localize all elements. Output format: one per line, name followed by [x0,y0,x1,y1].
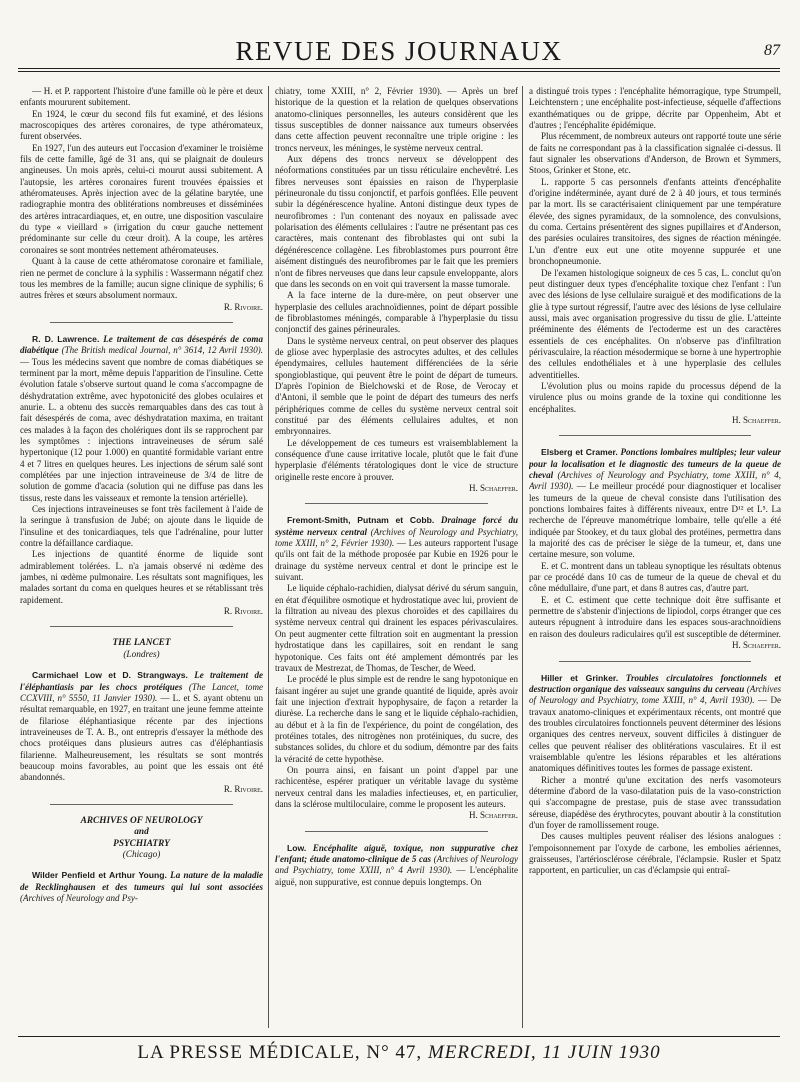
paragraph: Le liquide céphalo-rachidien, dialysat dérivé du sérum sanguin, en état d'équilibre osmotique et hydrostatique avec lui, provient de la filtration au niveau des plexus choroïdes et des capillaires du système nerveux central qui drainent les espaces périvasculaires. On peut augmenter cette filtration soit en augmentant la pression hydrostatique dans les capillaires, soit en rendant le sang hypotonique. Ces faits ont été amplement démontrés par les travaux de Mestrezat, de Thomas, de Tescher, de Weed. [275,583,518,673]
journal-heading: ARCHIVES OF NEUROLOGY [80,815,203,826]
paragraph: Quant à la cause de cette athéromatose coronaire et familiale, rien ne permet de conclure à la syphilis : Wassermann négatif chez tous les membres de la famille; aucun signe clinique de syphilis; 6 autres frères et sœurs absolument normaux. [20,256,263,301]
reviewer-signature: R. Rivoire. [223,301,263,312]
page-header [18,28,780,72]
footer-running-title [18,1042,780,1064]
journal-city: (Chicago) [122,849,161,860]
journal-city: (Londres) [123,649,160,660]
paragraph: Les injections de quantité énorme de liquide sont admirablement tolérées. L. n'a jamais observé ni œdème des jambes, ni œdème pulmonaire. Les résultats sont magnifiques, les malades sortant du coma en quelques heures et se rétablissant très rapidement. [20,549,263,605]
journal-heading: PSYCHIATRY [113,838,170,849]
paragraph: E. et C. montrent dans un tableau synoptique les résultats obtenus par ce procédé dans 10 cas de tumeur de la queue de cheval et du cône médullaire, d'une part, et dans 8 autres cas, d'autre part. [529,560,781,594]
separator-rule [50,322,233,324]
column-right [529,86,781,1033]
article-source: (Archives of Neurology and Psychiatry, tome XXIII, n° 4, Avril 1930). [529,470,781,492]
article-source: (Archives of Neurology and Psychiatry, tome XXIII, n° 2, Février 1930). [275,526,518,549]
article-source: (Archives of Neurology and Psychiatry, tome XXIII, n° 4, Avril 1930). [529,683,781,706]
paragraph: En 1927, l'un des auteurs eut l'occasion d'examiner le troisième fils de cette famille, âgé de 31 ans, qui se plaignait de douleurs angineuses. Un mois après, celui-ci mourut aussi subitement. A l'autopsie, les artères coronaires furent trouvées épaissies et athéromateuses. Après injection avec de la gélatine barytée, une radiographie montra des oblitérations nombreuses et disséminées des artères intracardiaques, et, en outre, une disposition vasculaire du type « vieillard » (irrigation du cœur gauche nettement prédominante sur celle du cœur droit). A la coupe, les artères coronaires se sont montrées nettement athéromateuses. [20,142,263,255]
paragraph: L'évolution plus ou moins rapide du processus dépend de la virulence plus ou moins grande de la toxine qui conditionne les encéphalites. [529,380,781,414]
article-source: (The Lancet, tome CCXVIII, n° 5550, 11 Janvier 1930). [20,681,263,703]
article-authors: Elsberg et Cramer. [541,447,618,458]
paragraph: Le procédé le plus simple est de rendre le sang hypotonique en faisant ingérer au sujet une grande quantité de liquide, après avoir fait une injection d'extrait hypophysaire, de façon a retarder la diurèse. La recherche dans le sang et le liquide céphalo-rachidien, au début et à la fin de l'expérience, du point de congélation, des protéines totales, des nitrogènes non protéiniques, du sucre, des substances solides, du chlore et du sodium, démontre par des faits la véracité de cette hypothèse. [275,674,518,764]
article-summary: — De travaux anatomo-cliniques et expérimentaux récents, ont montré que des troubles circulatoires fonctionnels peuvent déterminer des lésions organiques des centres nerveux, souvent difficiles à distinguer de celles que peuvent réaliser des oblitérations vasculaires. Et il est vraisemblable qu'entre les lésions réparables et les altérations anatomiques définitives toutes les formes de passage existent. [529,695,781,774]
article-source: (Archives of Neurology and Psychiatry, tome XXIII, n° 4 Avril 1930). [275,854,518,876]
reviewer-signature: R. Rivoire. [223,783,263,794]
paragraph: a distingué trois types : l'encéphalite hémorragique, type Strumpell, Leichtenstern ; une encéphalite post-infectieuse, séquelle d'affections exanthématiques ou de grippe, décrite par Oppenheim, Abt et d'autres ; l'encéphalite épidémique. [529,86,781,131]
review-entry [275,843,518,888]
paragraph: Ces injections intraveineuses se font très facilement à l'aide de la seringue à transfusion de Jubé; on ajoute dans le liquide de l'insuline et des tonicardiaques, tels que l'adrénaline, pour lutter contre la défaillance cardiaque. [20,504,263,549]
paragraph: De l'examen histologique soigneux de ces 5 cas, L. conclut qu'on peut distinguer deux types d'encéphalite toxique chez l'enfant : l'un avec des lésions de lyse cellulaire suraiguë et des modifications de la glie à type surtout régressif, l'autre avec des lésions de lyse cellulaire aussi, mais avec organisation progressive du tissu de glie. L'atteinte prééminente des éléments de l'ectoderme est un des caractères essentiels de ces encéphalites. On n'observe pas d'infiltration périvasculaire, la réaction mésodermique se borne à une hypertrophie des cellules endothéliales et à une hyperplasie des cellules adventitielles. [529,267,781,380]
reviewer-signature: R. Rivoire. [223,606,263,617]
header-rule-double [18,71,780,72]
article-summary: — L'encéphalite aiguë, non suppurative, est connue depuis longtemps. On [275,865,518,887]
column-divider [522,86,523,1028]
separator-rule [305,503,488,505]
article-authors: Carmichael Low et D. Strangways. [32,670,188,681]
article-authors: Fremont-Smith, Putnam et Cobb. [287,515,435,526]
review-entry [529,673,781,775]
paragraph: L. rapporte 5 cas personnels d'enfants atteints d'encéphalite d'origine indéterminée, ayant duré de 2 à 40 jours, et tous terminés par la mort. Ils se caractérisaient cliniquement par une température élevée, des signes pyramidaux, de la somnolence, des convulsions, du coma. Certains présentèrent des signes pupillaires et d'Anderson, des parésies oculaires transitoires, des signes de réaction méningée. L'un d'entre eux eut une otite moyenne suppurée et une bronchopneumonie. [529,176,781,267]
reviewer-signature: H. Schaeffer. [731,414,781,425]
reviewer-signature: H. Schaeffer. [468,483,518,494]
article-title: Troubles circulatoires fonctionnels et destruction organique des vaisseaux sanguins du cerveau [529,672,781,694]
article-title: Ponctions lombaires multiples; leur valeur pour la localisation et le diagnostic des tumeurs de la queue de cheval [529,447,781,480]
paragraph: — H. et P. rapportent l'histoire d'une famille où le père et deux enfants moururent subitement. [20,86,263,108]
article-title: Le traitement de cas désespérés de coma diabétique [20,333,263,356]
article-source: (Archives of Neurology and Psy- [20,893,138,903]
paragraph: Richer a montré qu'une excitation des nerfs vasomoteurs détermine d'abord de la vaso-dilatation puis de la vaso-constriction qui s'accompagne de prestase, puis de stase avec transsudation séreuse, diapédèse des érythrocytes, pouvant aboutir à la constitution d'un foyer de ramollissement rouge. [529,774,781,830]
page-number: 87 [764,42,780,59]
article-summary: — Les auteurs rapportent l'usage qu'ils ont fait de la méthode proposée par Kubie en 1926 pour le drainage du système nerveux central et dont le principe est le suivant. [275,538,518,583]
review-entry [529,447,781,560]
paragraph: Aux dépens des troncs nerveux se développent des néoformations constituées par un tissu réticulaire enchevêtré. Les fibres nerveuses sont épaissies en raison de l'hyperplasie périneuronale du tissu conjonctif, et parfois gonflées. Elle peuvent subir la dégénérescence hyaline. Antoni distingue deux types de neurofibromes : l'un contenant des noyaux en palissade avec polarisation des éléments cellulaires : l'autre ne présentant pas ces caractères, mais contenant des fibroblastes qui ont subi la dégénérescence collagène. Les fibroblastomes purs pourront être aisément distingués des neurofibromes par le fait que les premiers n'ont de fibres nerveuses que dans leur capsule enveloppante, alors que dans les seconds on en voit qui traversent la masse tumorale. [275,154,518,289]
paragraph: Le développement de ces tumeurs est vraisemblablement la conséquence d'une cause irritative locale, plutôt que le fait d'une hyperplasie d'éléments tératologiques dont le vice de structure originelle reste encore à prouver. [275,437,518,482]
journal-heading: THE LANCET [112,638,171,649]
paragraph: Plus récemment, de nombreux auteurs ont rapporté toute une série de faits ne correspondant pas à la classification signalée ci-dessus. Il faut signaler les observations d'Anderson, de Brown et Symmers, Stoos, Grinker et Stone, etc. [529,131,781,176]
paragraph: On pourra ainsi, en faisant un point d'appel par une rachicentèse, espérer pratiquer un véritable lavage du système nerveux central dans les maladies infectieuses, et, en particulier, dans la sclérose multiloculaire, comme le proposent les auteurs. [275,764,518,809]
article-title: Drainage forcé du système nerveux central [275,515,518,537]
reviewer-signature: H. Schaeffer. [731,640,781,651]
review-entry [20,870,263,904]
article-source: (The British medical Journal, n° 3614, 12 Avril 1930). [61,345,263,356]
page-footer [18,1036,780,1068]
journal-heading-and: and [134,827,149,838]
footer-date: MERCREDI, 11 JUIN 1930 [427,1042,661,1063]
footer-journal: LA PRESSE MÉDICALE, N° 47, [137,1042,423,1063]
article-summary: — Tous les médecins savent que nombre de comas diabétiques se terminent par la mort, même depuis l'apparition de l'insuline. Cette évolution fatale s'observe surtout quand le coma s'accompagne de déshydratation extrême, avec hypotonicité des globes oculaires et anurie. L. a obtenu des succès remarquables dans des cas tout à fait désespérés de coma, avec déshydratation maxima, en traitant ces malades à la façon des cholériques dont ils se rapprochent par les symptômes : injections intraveineuses de sérum salé hypertonique (12 pour 1.000) en quantité formidable variant entre 4 et 7 litres en quelques heures. Les injections de sérum salé sont complétées par une injection intraveineuse de 3/4 de litre de solution de gomme d'acacia (solution qui ne diffuse pas dans les tissus, reste dans les vaisseaux et remonte la tension artérielle). [20,356,263,503]
column-middle [275,86,518,1033]
article-summary: — Le meilleur procédé pour diagnostiquer et localiser les tumeurs de la queue de cheval consiste dans l'utilisation des ponctions lombaires faites à différents niveaux, entre D¹² et L⁵. La recherche de l'épreuve manométrique lombaire, telle qu'elle a été indiquée par Stookey, et du taux global des protéines, permettra dans la majorité des cas de préciser le siège de la tumeur, et, dans une certaine mesure, son volume. [529,481,781,560]
article-authors: R. D. Lawrence. [32,333,100,344]
article-authors: Wilder Penfield et Arthur Young. [32,870,167,881]
separator-rule [50,626,233,628]
paragraph: A la face interne de la dure-mère, on peut observer une hyperplasie des cellules arachnoïdiennes, point de départ possible de fibroblastomes méningés, comparable à l'hyperplasie du tissu conjonctif des gaines périneurales. [275,290,518,335]
separator-rule [559,435,751,437]
article-summary: — L. et S. ayant obtenu un résultat remarquable, en 1927, en traitant une jeune femme atteinte de filariose éléphantiasique récente par des injections intraveineuses de T. A. B., ont entrepris d'essayer la méthode des chocs protéiques dans plusieurs autres cas d'éléphantiasis filarienne. Malheureusement, les résultats se sont montrés beaucoup moins favorables, au point que les essais ont été abandonnés. [20,692,263,783]
paragraph: Dans le système nerveux central, on peut observer des plaques de gliose avec hyperplasie des astrocytes adultes, et des cellules épendymaires, cellules hautement différenciées de la série spongioblastique, qui peuvent être le point de départ de tumeurs. D'après l'opinion de Bielchowski et de Rose, de Verocay et d'Antoni, il semble que le point de départ des tumeurs des nerfs périphériques comme de celles du système nerveux central soit constitué par des éléments cellulaires adultes, et non embryonnaires. [275,335,518,437]
column-left [20,86,263,1033]
header-rule [18,68,780,69]
paragraph: Des causes multiples peuvent réaliser des lésions analogues : l'empoisonnement par l'oxyde de carbone, les embolies aériennes, graisseuses, l'artériosclérose cérébrale, l'éclampsie. Rusler et Spatz rapportent, en particulier, un cas d'éclampsie qui entraî- [529,831,781,876]
separator-rule [559,661,751,663]
article-authors: Low. [287,842,307,853]
article-title: Le traitement de l'éléphantiasis par les chocs protéiques [20,670,263,692]
article-title: Encéphalite aiguë, toxique, non suppurative chez l'enfant; étude anatomo-clinique de 5 cas [275,842,518,864]
separator-rule [50,804,233,806]
separator-rule [305,831,488,833]
review-entry [20,670,263,783]
column-divider [268,86,269,1028]
review-entry [20,334,263,504]
paragraph: En 1924, le cœur du second fils fut examiné, et des lésions macroscopiques des artères coronaires, de type athéromateux, furent observées. [20,108,263,142]
paragraph: E. et C. estiment que cette technique doit être suffisante et permettre de s'abstenir d'injections de lipiodol, corps étranger que ces auteurs répugnent à introduire dans les espaces sous-arachnoïdiens en raison des douleurs radiculaires qu'il est susceptible de déterminer. [529,594,781,639]
journal-section-title: REVUE DES JOURNAUX [235,36,563,66]
article-title: La nature de la maladie de Recklinghausen et des tumeurs qui lui sont associées [20,870,263,892]
review-entry [275,515,518,583]
paragraph: chiatry, tome XXIII, n° 2, Février 1930). — Après un bref historique de la question et la relation de quelques observations anatomo-cliniques personnelles, les auteurs considèrent que les tissus susceptibles de donner naissance aux tumeurs observées dans cette affection peuvent reconnaître une triple origine : les troncs nerveux, les méninges, le système nerveux central. [275,86,518,153]
article-authors: Hiller et Grinker. [541,672,619,683]
footer-rule [18,1036,780,1037]
reviewer-signature: H. Schaeffer. [468,810,518,821]
